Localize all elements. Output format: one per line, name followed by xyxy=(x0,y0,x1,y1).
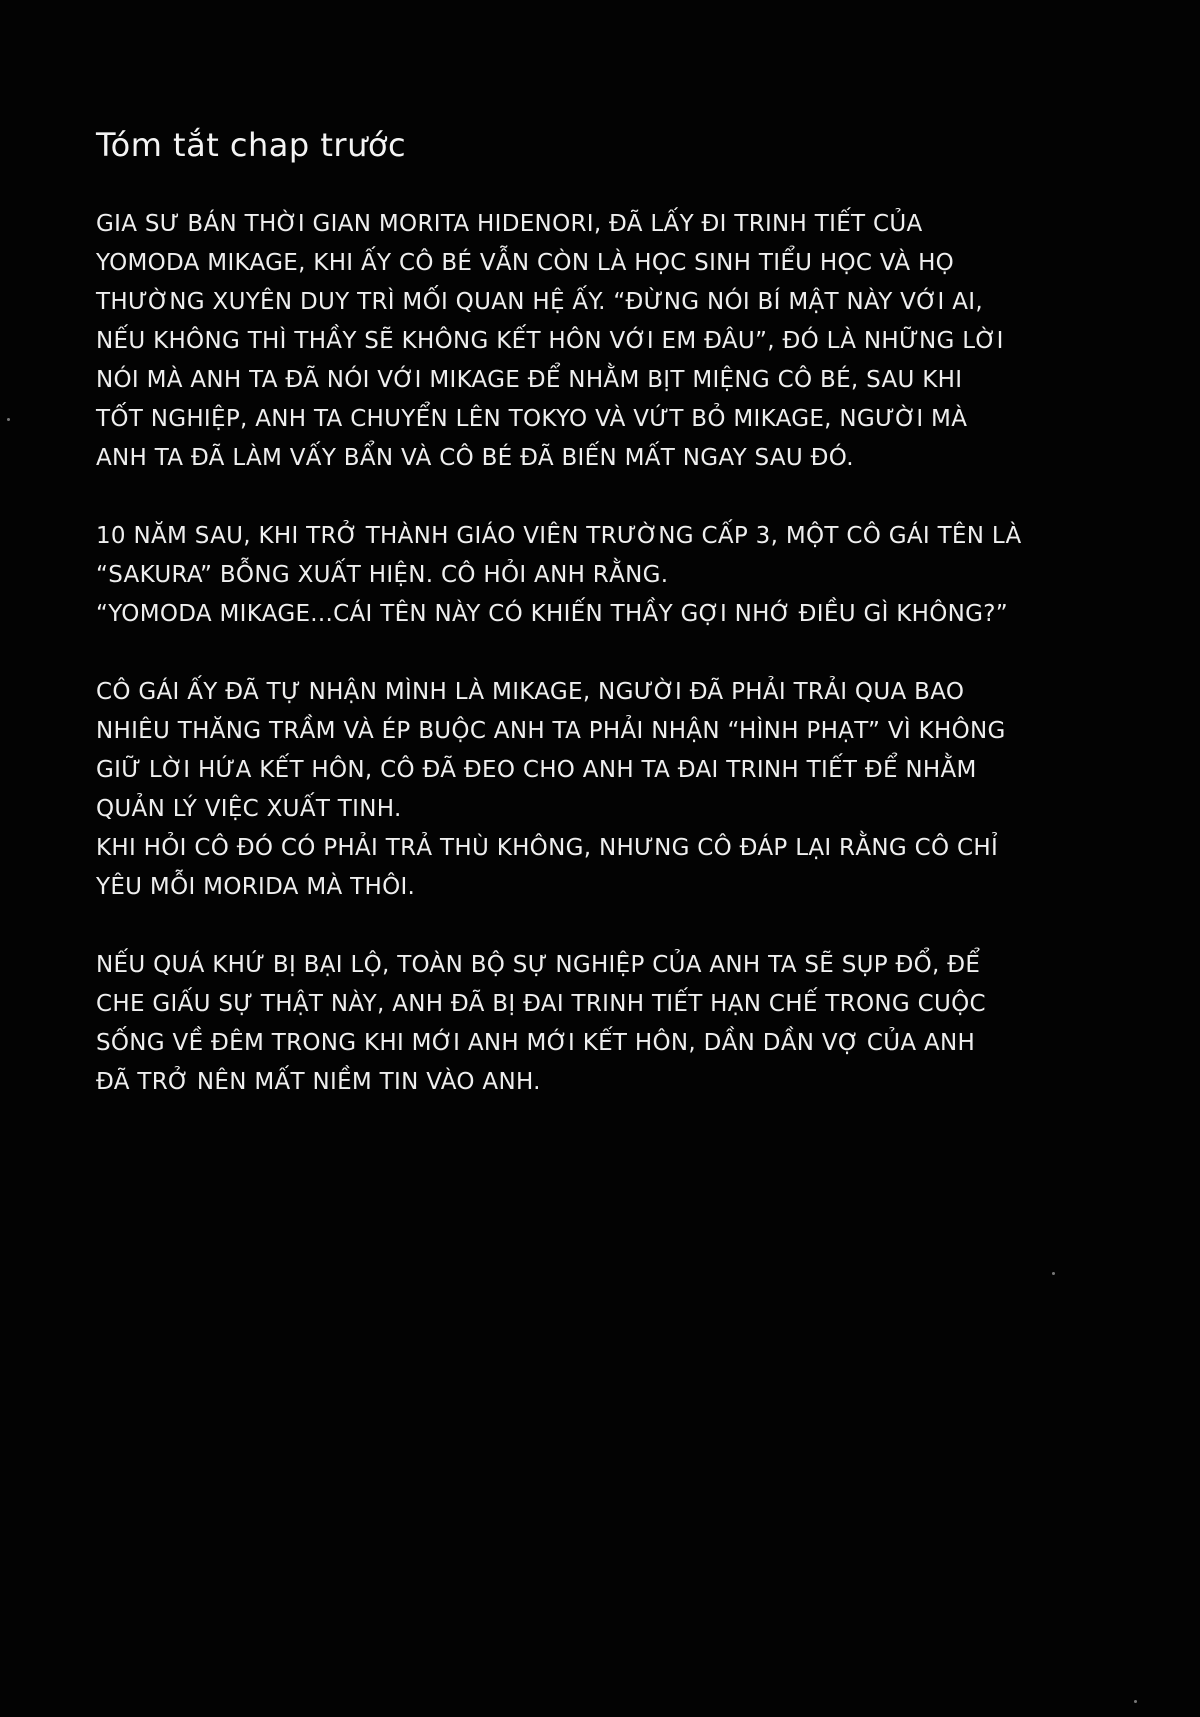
text-line: TỐT NGHIỆP, ANH TA CHUYỂN LÊN TOKYO VÀ VỨT BỎ MIKAGE, NGƯỜI MÀ xyxy=(96,406,968,432)
text-line: GIA SƯ BÁN THỜI GIAN MORITA HIDENORI, ĐÃ LẤY ĐI TRINH TIẾT CỦA xyxy=(96,211,923,237)
text-line: THƯỜNG XUYÊN DUY TRÌ MỐI QUAN HỆ ẤY. “ĐỪNG NÓI BÍ MẬT NÀY VỚI AI, xyxy=(96,289,983,315)
text-line: KHI HỎI CÔ ĐÓ CÓ PHẢI TRẢ THÙ KHÔNG, NHƯNG CÔ ĐÁP LẠI RẰNG CÔ CHỈ xyxy=(96,835,999,861)
text-line: CÔ GÁI ẤY ĐÃ TỰ NHẬN MÌNH LÀ MIKAGE, NGƯỜI ĐÃ PHẢI TRẢI QUA BAO xyxy=(96,679,965,705)
text-line: NÓI MÀ ANH TA ĐÃ NÓI VỚI MIKAGE ĐỂ NHẰM BỊT MIỆNG CÔ BÉ, SAU KHI xyxy=(96,367,963,393)
paragraph-2 xyxy=(96,517,1056,634)
text-line: YOMODA MIKAGE, KHI ẤY CÔ BÉ VẪN CÒN LÀ HỌC SINH TIỂU HỌC VÀ HỌ xyxy=(96,250,955,276)
text-line: ĐÃ TRỞ NÊN MẤT NIỀM TIN VÀO ANH. xyxy=(96,1069,541,1095)
paragraph-1 xyxy=(96,205,1056,478)
text-line: QUẢN LÝ VIỆC XUẤT TINH. xyxy=(96,796,402,822)
text-line: NHIÊU THĂNG TRẦM VÀ ÉP BUỘC ANH TA PHẢI NHẬN “HÌNH PHẠT” VÌ KHÔNG xyxy=(96,718,1006,744)
text-line: ANH TA ĐÃ LÀM VẤY BẨN VÀ CÔ BÉ ĐÃ BIẾN MẤT NGAY SAU ĐÓ. xyxy=(96,445,854,471)
paragraph-4 xyxy=(96,946,1056,1102)
text-line: “SAKURA” BỖNG XUẤT HIỆN. CÔ HỎI ANH RẰNG. xyxy=(96,562,669,588)
page-title: Tóm tắt chap trước xyxy=(96,126,407,164)
scan-speck xyxy=(1052,1272,1055,1275)
text-line: YÊU MỖI MORIDA MÀ THÔI. xyxy=(96,874,416,900)
text-line: 10 NĂM SAU, KHI TRỞ THÀNH GIÁO VIÊN TRƯỜNG CẤP 3, MỘT CÔ GÁI TÊN LÀ xyxy=(96,523,1022,549)
scan-speck xyxy=(7,418,10,421)
text-line: NẾU KHÔNG THÌ THẦY SẼ KHÔNG KẾT HÔN VỚI EM ĐÂU”, ĐÓ LÀ NHỮNG LỜI xyxy=(96,328,1004,354)
text-line: SỐNG VỀ ĐÊM TRONG KHI MỚI ANH MỚI KẾT HÔN, DẦN DẦN VỢ CỦA ANH xyxy=(96,1030,976,1056)
text-line: “YOMODA MIKAGE...CÁI TÊN NÀY CÓ KHIẾN THẦY GỢI NHỚ ĐIỀU GÌ KHÔNG?” xyxy=(96,601,1009,627)
scan-speck xyxy=(1134,1700,1137,1703)
paragraph-3 xyxy=(96,673,1056,907)
text-line: NẾU QUÁ KHỨ BỊ BẠI LỘ, TOÀN BỘ SỰ NGHIỆP CỦA ANH TA SẼ SỤP ĐỔ, ĐỂ xyxy=(96,952,981,978)
text-line: CHE GIẤU SỰ THẬT NÀY, ANH ĐÃ BỊ ĐAI TRINH TIẾT HẠN CHẾ TRONG CUỘC xyxy=(96,991,986,1017)
text-line: GIỮ LỜI HỨA KẾT HÔN, CÔ ĐÃ ĐEO CHO ANH TA ĐAI TRINH TIẾT ĐỂ NHẰM xyxy=(96,757,977,783)
summary-text xyxy=(96,205,1056,1141)
